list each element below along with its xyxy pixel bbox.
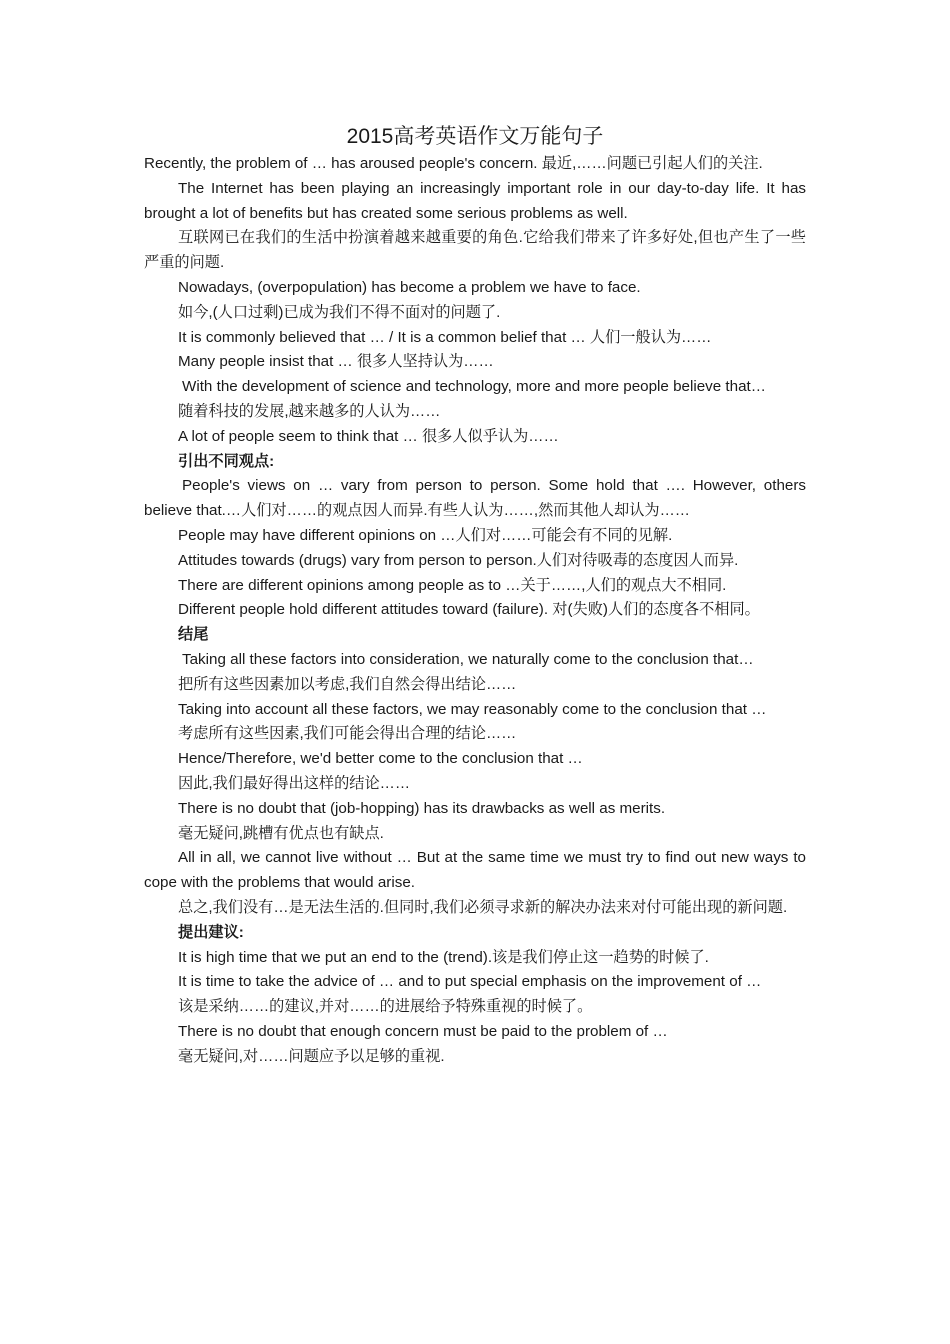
sentence-account-factors-en: Taking into account all these factors, we may reasonably come to the conclusion that … xyxy=(178,700,767,718)
sentence-different-opinions: People may have different opinions on …人们对……可能会有不同的见解. xyxy=(178,526,673,544)
sentence-hence-en: Hence/Therefore, we'd better come to the conclusion that … xyxy=(178,750,583,768)
sentence-commonly-believed: It is commonly believed that … / It is a common belief that … 人们一般认为…… xyxy=(178,328,712,346)
sentence-take-advice-zh: 该是采纳……的建议,并对……的进展给予特殊重视的时候了。 xyxy=(178,998,593,1016)
sentence-account-factors-zh: 考虑所有这些因素,我们可能会得出合理的结论…… xyxy=(178,725,517,743)
sentence-nowadays-en: Nowadays, (overpopulation) has become a problem we have to face. xyxy=(178,278,641,296)
sentence-internet-zh: 互联网已在我们的生活中扮演着越来越重要的角色.它给我们带来了许多好处,但也产生了一些严重的问题. xyxy=(144,229,806,272)
sentence-taking-factors-zh: 把所有这些因素加以考虑,我们自然会得出结论…… xyxy=(178,675,517,693)
sentence-opinions-as-to: There are different opinions among people as to …关于……,人们的观点大不相同. xyxy=(178,576,727,594)
sentence-seem-to-think: A lot of people seem to think that … 很多人似乎认为…… xyxy=(178,427,559,445)
section-heading-conclusion: 结尾 xyxy=(178,626,209,644)
sentence-enough-concern-zh: 毫无疑问,对……问题应予以足够的重视. xyxy=(178,1047,445,1065)
section-heading-different-views: 引出不同观点: xyxy=(178,452,275,470)
sentence-nowadays-zh: 如今,(人口过剩)已成为我们不得不面对的问题了. xyxy=(178,303,501,321)
sentence-hence-zh: 因此,我们最好得出这样的结论…… xyxy=(178,774,411,792)
sentence-enough-concern-en: There is no doubt that enough concern must be paid to the problem of … xyxy=(178,1022,668,1040)
sentence-attitudes-drugs: Attitudes towards (drugs) vary from person to person.人们对待吸毒的态度因人而异. xyxy=(178,551,739,569)
section-heading-suggestions: 提出建议: xyxy=(178,923,244,941)
sentence-job-hopping-zh: 毫无疑问,跳槽有优点也有缺点. xyxy=(178,824,384,842)
sentence-internet-en: The Internet has been playing an increasingly important role in our day-to-day life. It has brought a lot of benefits but has created some serious problems as well. xyxy=(144,179,806,222)
sentence-job-hopping-en: There is no doubt that (job-hopping) has its drawbacks as well as merits. xyxy=(178,799,666,817)
sentence-views-vary: People's views on … vary from person to person. Some hold that …. However, others believe that.…人们对……的观点因人而异.有些人认为……,然而其他人却认为…… xyxy=(144,477,806,520)
sentence-attitudes-failure: Different people hold different attitudes toward (failure). 对(失败)人们的态度各不相同。 xyxy=(178,601,760,619)
sentence-high-time: It is high time that we put an end to the (trend).该是我们停止这一趋势的时候了. xyxy=(178,948,709,966)
sentence-all-in-all-zh: 总之,我们没有…是无法生活的.但同时,我们必须寻求新的解决办法来对付可能出现的新问题. xyxy=(178,898,788,916)
sentence-development-zh: 随着科技的发展,越来越多的人认为…… xyxy=(178,402,441,420)
document-page xyxy=(144,122,806,1069)
sentence-all-in-all-en: All in all, we cannot live without … But at the same time we must try to find out new ways to cope with the problems that would arise. xyxy=(144,849,806,892)
sentence-development-en: With the development of science and technology, more and more people believe that… xyxy=(182,378,766,396)
sentence-taking-factors-en: Taking all these factors into consideration, we naturally come to the conclusion that… xyxy=(182,650,754,668)
document-title: 2015高考英语作文万能句子 xyxy=(346,125,604,148)
sentence-recently: Recently, the problem of … has aroused people's concern. 最近,……问题已引起人们的关注. xyxy=(144,155,763,172)
sentence-many-people-insist: Many people insist that … 很多人坚持认为…… xyxy=(178,353,494,371)
sentence-take-advice-en: It is time to take the advice of … and to put special emphasis on the improvement of … xyxy=(178,973,762,991)
